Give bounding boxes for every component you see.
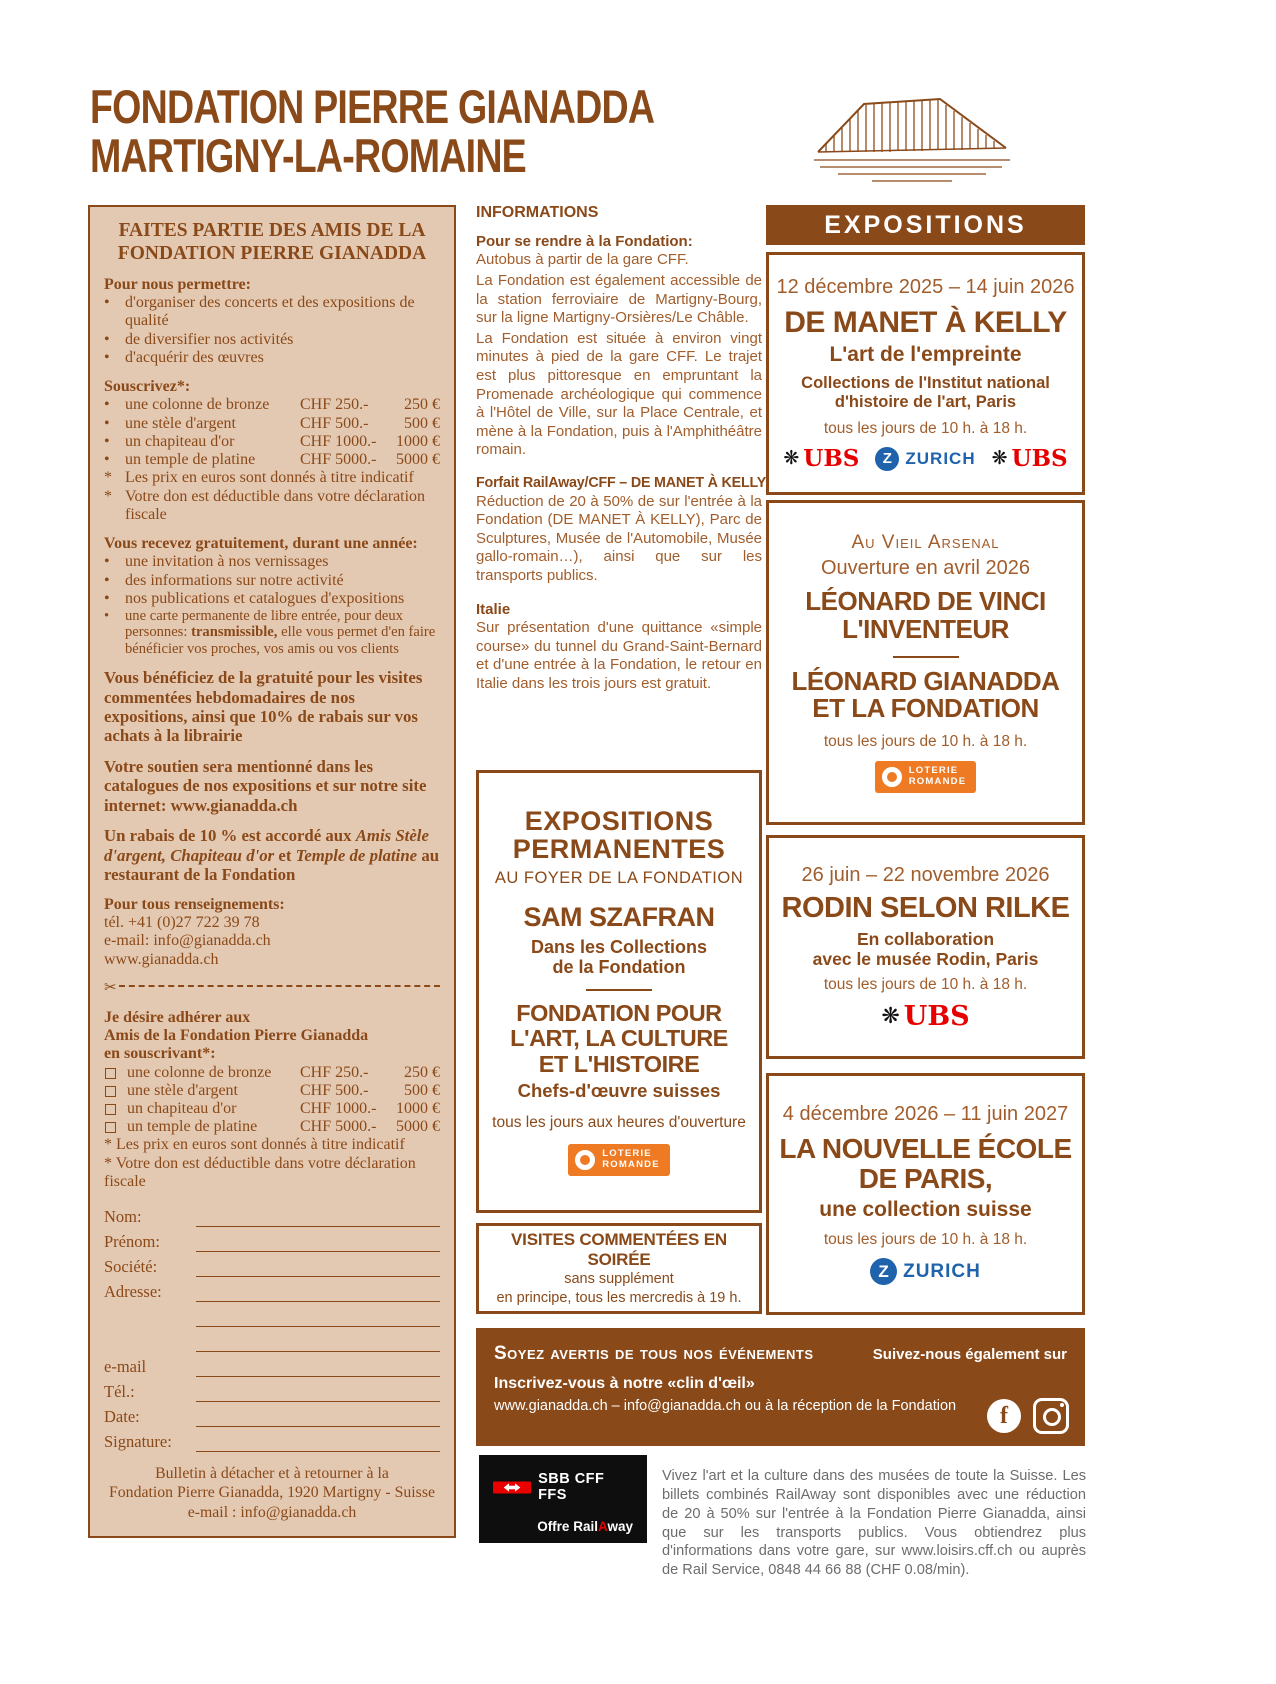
page-title-line1: FONDATION PIERRE GIANADDA (90, 80, 655, 133)
list-item: • d'organiser des concerts et des expositions de qualité (104, 294, 415, 330)
show-title-2: LÉONARD GIANADDA ET LA FONDATION (791, 665, 1060, 724)
show-title: DE MANET À KELLY (784, 306, 1067, 340)
permit-section (104, 276, 440, 367)
bullet-icon: • (104, 294, 110, 312)
contact-email: e-mail: info@gianadda.ch (104, 932, 271, 950)
newsletter-bar (476, 1328, 1085, 1446)
bullet-icon: • (104, 330, 110, 348)
prenom-input[interactable] (196, 1251, 440, 1252)
show-hours: tous les jours de 10 h. à 18 h. (823, 419, 1028, 437)
expositions-header: EXPOSITIONS (766, 205, 1085, 245)
fondation-art-subtitle: Chefs-d'œuvre suisses (517, 1080, 721, 1102)
loterie-romande-logo: LOTERIE ROMANDE (875, 761, 976, 793)
cut-line (104, 978, 440, 998)
railaway-footer-paragraph: Vivez l'art et la culture dans des musées de toute la Suisse. Les billets combinés RailAway sont disponibles avec une réduction de 20 à 50% sur l'entrée à la Fondation Pierre Gianadda, ainsi que sur les transports publics. Vous obtiendrez plus d'informations dans votre gare, sur www.loisirs.cff.ch ou auprès de Rail Service, 0848 44 66 88 (CHF 0.08/min). (662, 1467, 1086, 1579)
page-title (90, 82, 654, 181)
bullet-icon: • (104, 396, 110, 414)
checkbox[interactable] (105, 1086, 116, 1097)
italie-p: Sur présentation d'une quittance «simple course» du tunnel du Grand-Saint-Bernard et d'une entrée à la Fondation, le retour en Italie dans les trois jours est gratuit. (476, 619, 762, 693)
asterisk-icon: * (104, 487, 112, 505)
italie-title: Italie (476, 600, 511, 618)
show-hours: tous les jours de 10 h. à 18 h. (823, 732, 1028, 750)
return-instructions: Bulletin à détacher et à retourner à la Fondation Pierre Gianadda, 1920 Martigny - Suisse e-mail : info@gianadda.ch (109, 1465, 435, 1521)
bullet-icon: • (104, 414, 110, 432)
sponsor-row (870, 1258, 981, 1285)
show-title: RODIN SELON RILKE (781, 891, 1070, 924)
price-row: • une colonne de bronze CHF 250.- 250 € (104, 396, 440, 414)
mention-paragraph: Votre soutien sera mentionné dans les catalogues de nos expositions et sur notre site internet: www.gianadda.ch (104, 756, 427, 815)
ubs-keys-icon: ❋ (783, 447, 800, 470)
loterie-ring-icon (882, 767, 902, 787)
list-item: • nos publications et catalogues d'expositions (104, 589, 405, 607)
show-date: 12 décembre 2025 – 14 juin 2026 (776, 276, 1075, 299)
show-subtitle: une collection suisse (819, 1198, 1032, 1222)
show-nouvelle-ecole (766, 1073, 1085, 1315)
loterie-romande-logo: LOTERIE ROMANDE (568, 1144, 669, 1176)
permanentes-subtitle: AU FOYER DE LA FONDATION (494, 868, 744, 887)
show-rodin-rilke (766, 835, 1085, 1059)
list-item: • de diversifier nos activités (104, 330, 294, 348)
list-item: • des informations sur notre activité (104, 571, 344, 589)
newsletter-title: Soyez avertis de tous nos événements (494, 1343, 814, 1364)
form-row-email: e-mail (104, 1352, 440, 1377)
form-footnote: * Votre don est déductible dans votre déclaration fiscale (104, 1154, 416, 1190)
benefit-paragraph: Vous bénéficiez de la gratuité pour les visites commentées hebdomadaires de nos expositions, ainsi que 10% de rabais sur vos achats à la librairie (104, 668, 423, 746)
railaway-offer-label: Offre RailAway (537, 1519, 633, 1534)
permanentes-title: EXPOSITIONS PERMANENTES (512, 806, 726, 865)
dashed-line (119, 985, 440, 987)
access-title: Pour se rendre à la Fondation: (476, 232, 693, 250)
show-subtitle: L'art de l'empreinte (829, 342, 1022, 366)
show-title: LÉONARD DE VINCI L'INVENTEUR (805, 586, 1046, 645)
show-detail: Collections de l'Institut national d'histoire de l'art, Paris (801, 373, 1050, 411)
adresse-input-3[interactable] (196, 1351, 440, 1352)
bullet-icon: • (104, 571, 110, 589)
permit-title: Pour nous permettre: (104, 276, 251, 293)
subscribe-title: Souscrivez*: (104, 378, 191, 396)
form-option-row: une stèle d'argent CHF 500.- 500 € (104, 1082, 440, 1100)
instagram-icon[interactable] (1033, 1398, 1069, 1434)
zurich-logo: Z ZURICH (870, 1258, 981, 1285)
railaway-title: Forfait RailAway/CFF – DE MANET À KELLY (476, 474, 767, 491)
form-row-adresse2 (104, 1302, 440, 1327)
access-p1: Autobus à partir de la gare CFF. (476, 251, 689, 269)
form-row-prenom: Prénom: (104, 1227, 440, 1252)
show-leonard (766, 500, 1085, 825)
form-row-adresse: Adresse: (104, 1277, 440, 1302)
form-row-tel: Tél.: (104, 1377, 440, 1402)
form-row-signature: Signature: (104, 1427, 440, 1452)
permanentes-hours: tous les jours aux heures d'ouverture (492, 1114, 746, 1132)
form-row-adresse3 (104, 1327, 440, 1352)
divider (586, 989, 652, 991)
contact-phone: tél. +41 (0)27 722 39 78 (104, 914, 260, 932)
access-p2: La Fondation est également accessible de la station ferroviaire de Martigny-Bourg, sur la ligne Martigny-Orsières/Le Châble. (476, 272, 762, 327)
email-input[interactable] (196, 1376, 440, 1377)
tel-input[interactable] (196, 1401, 440, 1402)
follow-us-label: Suivez-nous également sur (872, 1346, 1067, 1363)
form-intro: Je désire adhérer aux Amis de la Fondation Pierre Gianadda en souscrivant*: une colonne de bronze CHF 250.- 250 € une stèle d'argent CHF 500.- 500 € un chapiteau d'or CHF 1000.- 1000 € un temple de platine CHF 5000.- 5000 € * Les prix en euros sont donnés à titre indicatif * Votre don est déductible dans votre déclaration fiscale (104, 1008, 440, 1190)
ubs-logo: ❋ UBS (783, 445, 860, 473)
checkbox[interactable] (105, 1122, 116, 1133)
ubs-logo: ❋ UBS (991, 445, 1068, 473)
asterisk-icon: * (104, 469, 112, 487)
societe-input[interactable] (196, 1276, 440, 1277)
sponsor-row (881, 1001, 970, 1033)
fondation-art-title: FONDATION POUR L'ART, LA CULTURE ET L'HISTOIRE (510, 1000, 728, 1077)
price-row: • un temple de platine CHF 5000.- 5000 € (104, 451, 440, 469)
show-detail: En collaboration avec le musée Rodin, Paris (812, 929, 1039, 970)
membership-heading: FAITES PARTIE DES AMIS DE LA FONDATION PIERRE GIANADDA (117, 220, 427, 264)
discount-paragraph: Un rabais de 10 % est accordé aux Amis Stèle d'argent, Chapiteau d'or et Temple de platine au restaurant de la Fondation (104, 826, 440, 885)
form-row-nom: Nom: (104, 1202, 440, 1227)
form-footnote: * Les prix en euros sont donnés à titre indicatif (104, 1136, 405, 1154)
form-option-row: un temple de platine CHF 5000.- 5000 € (104, 1118, 440, 1136)
show-date: 26 juin – 22 novembre 2026 (801, 863, 1050, 886)
scissors-icon: ✂ (104, 978, 117, 997)
visites-title: VISITES COMMENTÉES EN SOIRÉE (511, 1230, 727, 1270)
show-date: Ouverture en avril 2026 (820, 557, 1030, 580)
signature-input[interactable] (196, 1451, 440, 1452)
date-input[interactable] (196, 1426, 440, 1427)
newsletter-contact-line: www.gianadda.ch – info@gianadda.ch ou à la réception de la Fondation (494, 1398, 957, 1414)
facebook-icon[interactable]: f (987, 1399, 1021, 1433)
social-icons (987, 1398, 1069, 1434)
ubs-keys-icon: ❋ (881, 1003, 900, 1029)
bullet-icon: • (104, 348, 110, 366)
member-form (104, 1202, 440, 1452)
show-hours: tous les jours de 10 h. à 18 h. (823, 976, 1028, 994)
sbb-railaway-box (479, 1455, 647, 1543)
page-title-line2: MARTIGNY-LA-ROMAINE (90, 129, 526, 183)
receive-title: Vous recevez gratuitement, durant une année: (104, 535, 418, 553)
newsletter-signup-line: Inscrivez-vous à notre «clin d'œil» (494, 1375, 755, 1392)
bullet-icon: • (104, 451, 110, 469)
checkbox[interactable] (105, 1104, 116, 1115)
visites-line2: en principe, tous les mercredis à 19 h. (496, 1289, 742, 1306)
show-manet-kelly (766, 252, 1085, 495)
expositions-permanentes-box (476, 770, 762, 1213)
membership-panel (88, 205, 456, 1538)
footnote: * Votre don est déductible dans votre déclaration fiscale (104, 487, 426, 523)
checkbox[interactable] (105, 1068, 116, 1079)
form-row-date: Date: (104, 1402, 440, 1427)
contact-title: Pour tous renseignements: (104, 895, 285, 913)
form-row-societe: Société: (104, 1252, 440, 1277)
loterie-ring-icon (575, 1150, 595, 1170)
informations-column (476, 203, 767, 696)
ubs-logo: ❋ UBS (881, 1001, 970, 1033)
building-illustration (812, 88, 1012, 192)
bullet-icon: • (104, 553, 110, 571)
bullet-icon: • (104, 607, 110, 624)
list-item: • d'acquérir des œuvres (104, 348, 264, 366)
bullet-icon: • (104, 432, 110, 450)
sbb-wordmark: SBB CFF FFS (538, 1471, 605, 1503)
nom-input[interactable] (196, 1226, 440, 1227)
informations-title: INFORMATIONS (476, 204, 599, 221)
form-option-row: une colonne de bronze CHF 250.- 250 € (104, 1064, 440, 1082)
list-item: • une carte permanente de libre entrée, pour deux personnes: transmissible, elle vous permet d'en faire bénéficier vos proches, vos amis ou vos clients (104, 607, 436, 657)
adresse-input-2[interactable] (196, 1326, 440, 1327)
railaway-p: Réduction de 20 à 50% de sur l'entrée à la Fondation (DE MANET À KELLY), Parc de Sculptures, Musée de l'Automobile, Musée gallo-romain…), ainsi que sur les transports publics. (476, 492, 762, 585)
visites-commentees-box (476, 1223, 762, 1314)
visites-line1: sans supplément (564, 1271, 674, 1288)
contact-section (104, 896, 440, 969)
price-row: • un chapiteau d'or CHF 1000.- 1000 € (104, 432, 440, 450)
contact-web: www.gianadda.ch (104, 950, 219, 968)
show-venue: Au Vieil Arsenal (851, 532, 1000, 554)
zurich-z-icon: Z (875, 447, 899, 471)
price-row: • une stèle d'argent CHF 500.- 500 € (104, 414, 440, 432)
show-title: LA NOUVELLE ÉCOLE DE PARIS, (779, 1132, 1072, 1194)
sponsor-row (783, 447, 1067, 471)
adresse-input[interactable] (196, 1301, 440, 1302)
list-item: • une invitation à nos vernissages (104, 553, 329, 571)
zurich-z-icon: Z (870, 1258, 897, 1285)
footnote: * Les prix en euros sont donnés à titre indicatif (104, 469, 414, 487)
access-p3: La Fondation est située à environ vingt minutes à pied de la gare CFF. Le trajet est plus pittoresque en empruntant la Promenade archéologique qui commence à l'Hôtel de Ville, sur la Place Centrale, et mène à la Fondation, puis à l'Amphithéâtre romain. (476, 329, 762, 459)
show-hours: tous les jours de 10 h. à 18 h. (823, 1231, 1028, 1249)
divider (893, 656, 959, 658)
show-date: 4 décembre 2026 – 11 juin 2027 (782, 1102, 1069, 1125)
form-option-row: un chapiteau d'or CHF 1000.- 1000 € (104, 1100, 440, 1118)
bullet-icon: • (104, 589, 110, 607)
receive-section (104, 535, 440, 657)
ubs-keys-icon: ❋ (991, 447, 1008, 470)
subscribe-section (104, 378, 440, 524)
zurich-logo: Z ZURICH (875, 447, 975, 471)
szafran-title: SAM SZAFRAN (523, 901, 715, 932)
sbb-arrows-icon (493, 1481, 531, 1494)
szafran-subtitle: Dans les Collections de la Fondation (530, 936, 708, 977)
